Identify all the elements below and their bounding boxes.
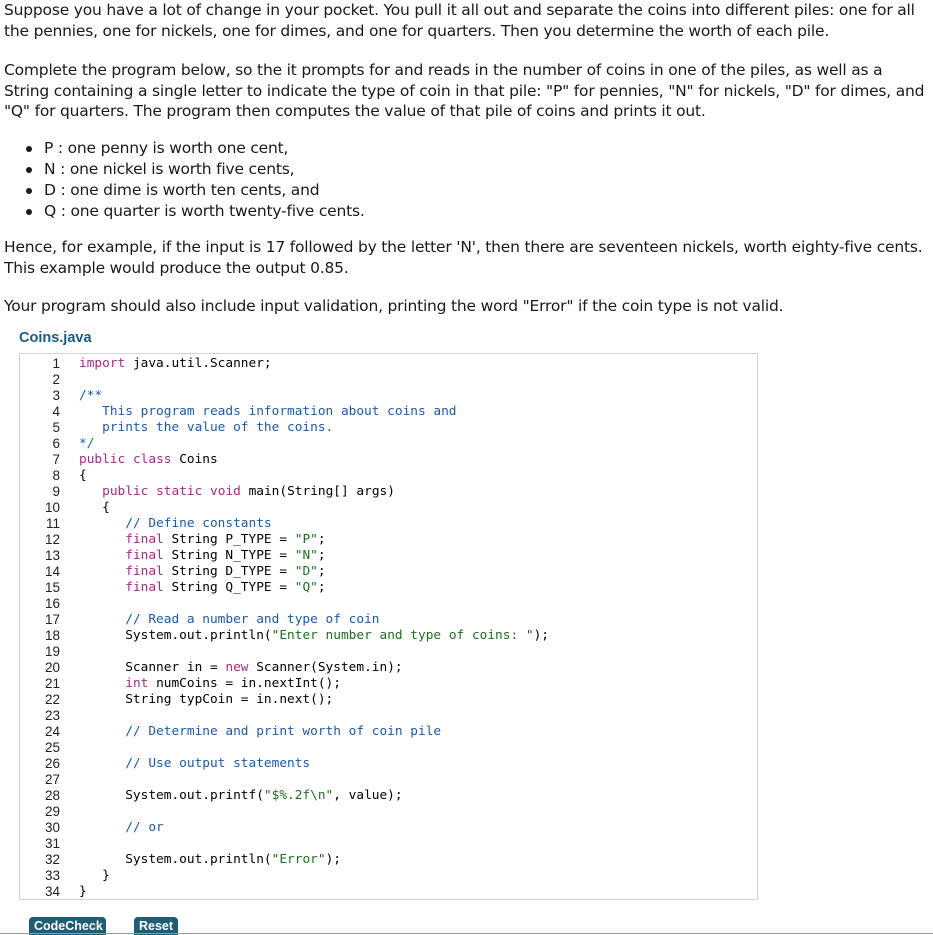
divider [0,933,933,934]
line-number: 9 [52,484,60,499]
coin-type-list [4,138,365,222]
line-number: 26 [44,756,60,771]
codecheck-button[interactable]: CodeCheck [29,917,106,935]
code-line[interactable]: System.out.println("Enter number and type of coins: "); [79,628,549,643]
code-line[interactable]: import java.util.Scanner; [79,356,272,371]
code-line[interactable]: prints the value of the coins. [79,420,334,435]
line-number: 10 [44,500,60,515]
code-line[interactable]: public static void main(String[] args) [102,484,395,499]
intro-paragraph: Suppose you have a lot of change in your pocket. You pull it all out and separate the coins into different piles: one for all the pennies, one for nickels, one for dimes, and one for quarters. Then you determine the worth of each pile. [4,1,915,40]
line-number: 19 [44,644,60,659]
code-line[interactable]: /** [79,388,103,403]
line-number: 8 [52,468,60,483]
line-number: 24 [44,724,60,739]
line-number: 4 [52,404,60,419]
reset-button[interactable]: Reset [134,917,178,935]
line-number: 16 [44,596,60,611]
line-number: 14 [44,564,60,579]
line-number: 28 [44,788,60,803]
line-number: 11 [45,516,60,531]
line-number: 17 [44,612,60,627]
line-number: 2 [52,372,60,387]
line-number: 7 [52,452,60,467]
line-number: 1 [52,356,60,371]
code-editor[interactable] [19,353,758,900]
code-line[interactable]: // Read a number and type of coin [125,612,380,627]
code-line[interactable]: final String N_TYPE = "N"; [125,548,326,563]
code-line[interactable]: { [79,500,110,515]
line-number: 21 [44,676,60,691]
code-line[interactable]: String typCoin = in.next(); [79,692,334,707]
code-line[interactable]: final String D_TYPE = "D"; [125,564,326,579]
line-number: 20 [44,660,60,675]
code-line[interactable]: Scanner in = new Scanner(System.in); [79,660,403,675]
line-number: 30 [44,820,60,835]
code-line[interactable]: final String P_TYPE = "P"; [125,532,326,547]
line-number: 25 [44,740,60,755]
line-number: 33 [44,868,60,883]
list-item: N : one nickel is worth five cents, [4,159,365,180]
list-item: D : one dime is worth ten cents, and [4,180,365,201]
line-number: 18 [44,628,60,643]
line-number: 13 [44,548,60,563]
code-line[interactable]: // Define constants [125,516,272,531]
list-item: Q : one quarter is worth twenty-five cents. [4,201,365,222]
file-name-label: Coins.java [19,330,92,346]
code-line[interactable]: This program reads information about coins and [79,404,457,419]
line-number: 5 [52,420,60,435]
list-item: P : one penny is worth one cent, [4,138,365,159]
validation-paragraph: Your program should also include input validation, printing the word "Error" if the coin type is not valid. [4,297,784,315]
line-number: 12 [44,532,60,547]
line-number: 6 [52,436,60,451]
code-line[interactable]: System.out.println("Error"); [79,852,341,867]
example-paragraph: Hence, for example, if the input is 17 followed by the letter 'N', then there are seventeen nickels, worth eighty-five cents. This example would produce the output 0.85. [4,238,923,277]
code-line[interactable]: final String Q_TYPE = "Q"; [125,580,326,595]
line-number: 31 [44,836,60,851]
task-paragraph: Complete the program below, so the it prompts for and reads in the number of coins in one of the piles, as well as a String containing a single letter to indicate the type of coin in that pile: "P" for pennies, "N" for nickels, "D" for dimes, and "Q" for quarters. The program then computes the value of that pile of coins and prints it out. [4,61,925,120]
line-number-gutter [20,354,66,899]
line-number: 23 [44,708,60,723]
code-line[interactable]: int numCoins = in.nextInt(); [125,676,341,691]
line-number: 34 [44,884,60,899]
code-line[interactable]: } [79,868,110,883]
code-line[interactable]: */ [79,436,95,451]
code-line[interactable]: public class Coins [79,452,218,467]
line-number: 27 [44,772,60,787]
line-number: 32 [44,852,60,867]
code-area[interactable] [79,354,757,899]
line-number: 22 [44,692,60,707]
code-line[interactable]: { [79,468,87,483]
line-number: 15 [44,580,60,595]
code-line[interactable]: // or [125,820,164,835]
code-line[interactable]: } [79,884,87,899]
code-line[interactable]: // Use output statements [125,756,311,771]
line-number: 29 [44,804,60,819]
code-line[interactable]: System.out.printf("$%.2f\n", value); [79,788,403,803]
code-line[interactable]: // Determine and print worth of coin pile [125,724,442,739]
line-number: 3 [52,388,60,403]
